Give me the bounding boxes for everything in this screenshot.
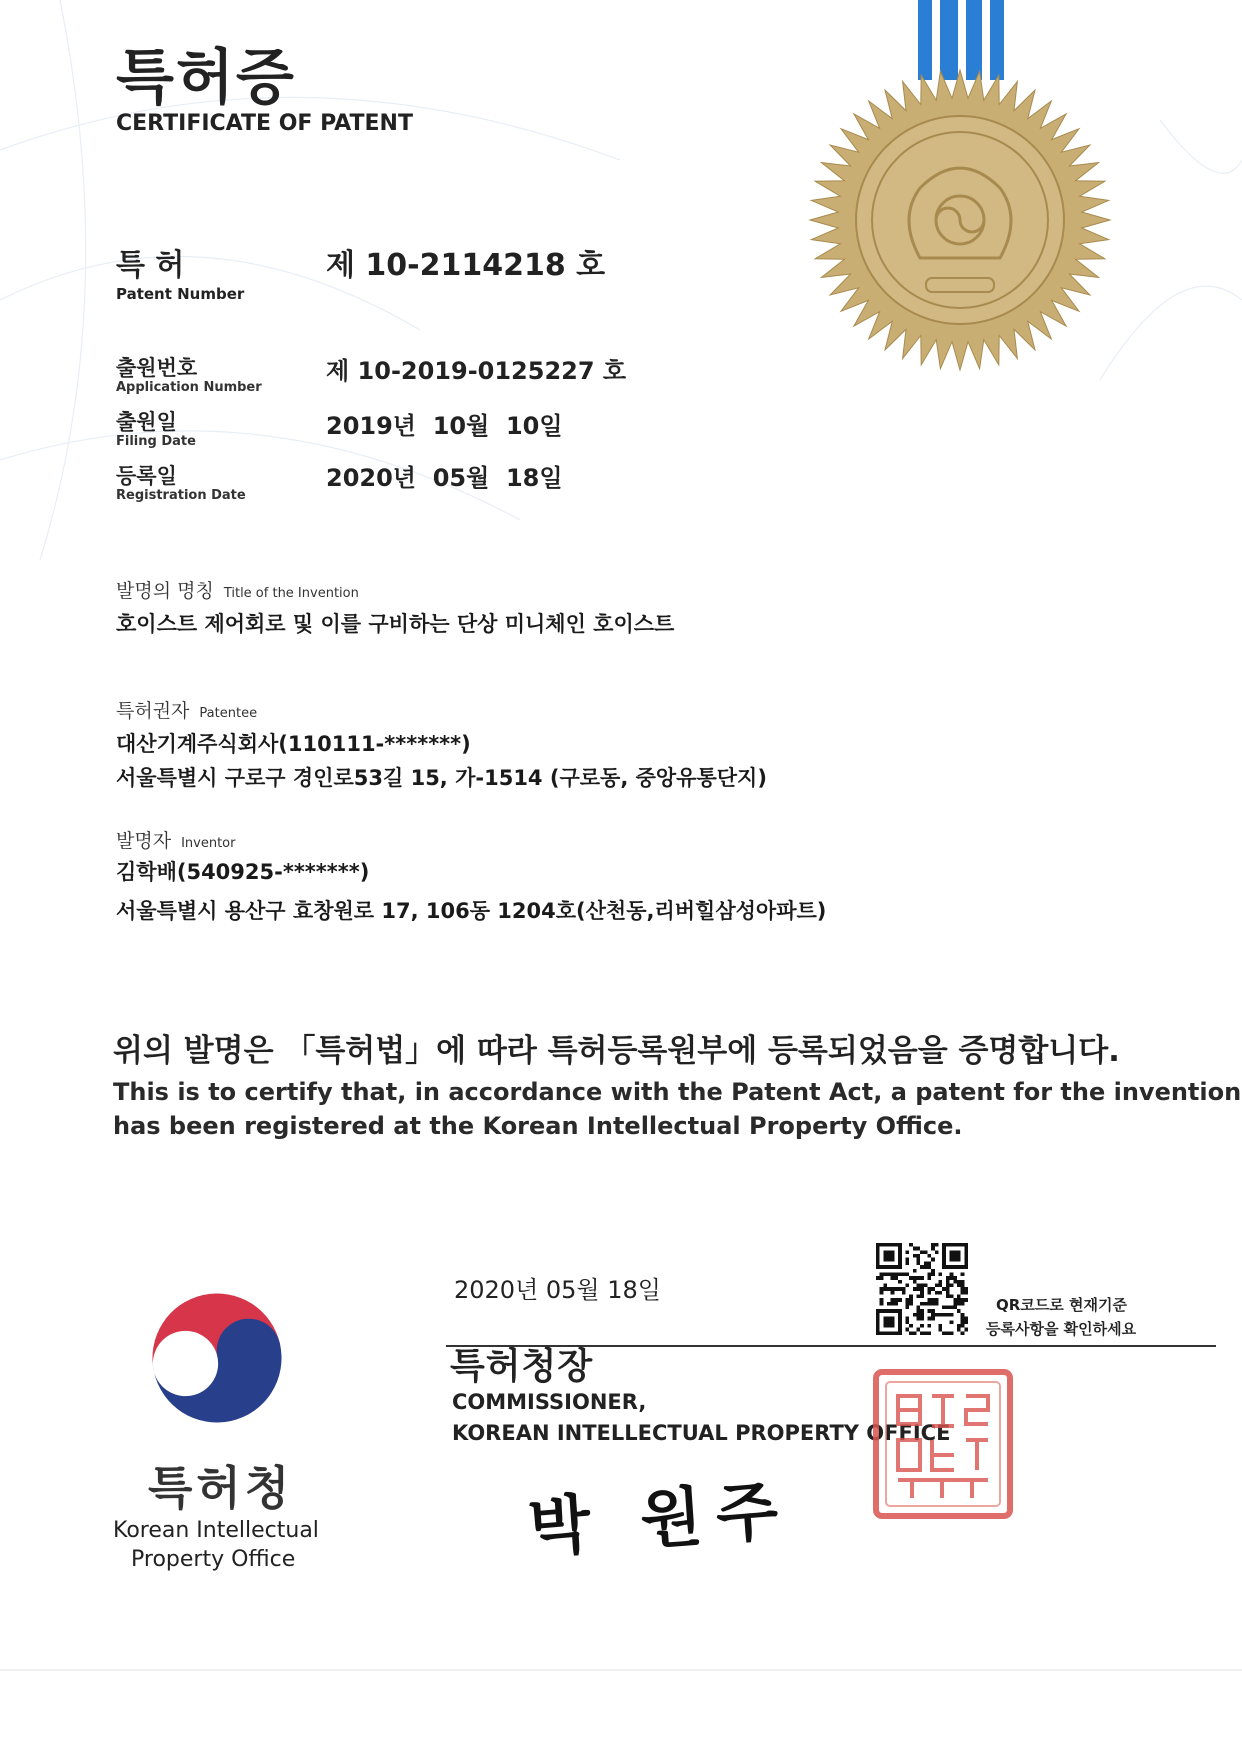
filing-date-label-en: Filing Date [116, 434, 196, 449]
agency-name-ko: 특허청 [148, 1461, 294, 1515]
registration-date-label: 등록일 [116, 464, 177, 488]
registration-date-value: 2020년 05월 18일 [326, 464, 563, 492]
issue-date: 2020년 05월 18일 [454, 1276, 661, 1304]
certification-statement-en-line2: has been registered at the Korean Intellectual Property Office. [113, 1112, 963, 1140]
application-number-label: 출원번호 [116, 356, 198, 380]
certification-statement-en-line1: This is to certify that, in accordance with the Patent Act, a patent for the invention [113, 1078, 1242, 1106]
certification-statement-ko: 위의 발명은 「특허법」에 따라 특허등록원부에 등록되었음을 증명합니다. [113, 1033, 1120, 1069]
filing-date-value: 2019년 10월 10일 [326, 412, 563, 440]
registration-date-label-en: Registration Date [116, 488, 246, 503]
qr-code-icon [876, 1243, 968, 1335]
filing-date-label: 출원일 [116, 410, 177, 434]
patent-number-label: 특 허 [116, 248, 185, 283]
commissioner-title-en-line2: KOREAN INTELLECTUAL PROPERTY OFFICE [452, 1421, 951, 1445]
inventor-name: 김학배(540925-*******) [116, 860, 370, 884]
gold-seal-icon [808, 68, 1112, 372]
application-number-label-en: Application Number [116, 380, 262, 395]
red-stamp-icon [872, 1368, 1014, 1520]
invention-label: 발명의 명칭 [116, 580, 214, 602]
patentee-label-row [116, 696, 257, 723]
invention-label-en: Title of the Invention [223, 586, 359, 601]
commissioner-signature: 박 원주 [526, 1472, 795, 1567]
certificate-title-en: CERTIFICATE OF PATENT [116, 111, 413, 136]
certificate-title: 특허증 [116, 43, 296, 113]
qr-note-line1: QR코드로 현재기준 [996, 1296, 1127, 1314]
application-number-value: 제 10-2019-0125227 호 [326, 357, 627, 385]
commissioner-title-ko: 특허청장 [450, 1346, 594, 1387]
patent-number-label-en: Patent Number [116, 285, 245, 303]
agency-name-en-line2: Property Office [131, 1547, 296, 1572]
inventor-address: 서울특별시 용산구 효창원로 17, 106동 1204호(산천동,리버힐삼성아파트) [116, 899, 827, 923]
invention-title: 호이스트 제어회로 및 이를 구비하는 단상 미니체인 호이스트 [116, 612, 675, 636]
qr-note-line2: 등록사항을 확인하세요 [986, 1320, 1137, 1338]
invention-label-row [116, 576, 359, 603]
commissioner-title-en-line1: COMMISSIONER, [452, 1390, 647, 1414]
agency-name-en-line1: Korean Intellectual [113, 1518, 319, 1543]
inventor-label-row [116, 826, 235, 853]
patentee-name: 대산기계주식회사(110111-*******) [116, 732, 471, 756]
patentee-label: 특허권자 [116, 700, 190, 722]
taegeuk-logo-icon [142, 1280, 292, 1430]
inventor-label-en: Inventor [181, 836, 236, 851]
inventor-label: 발명자 [116, 830, 172, 852]
patentee-address: 서울특별시 구로구 경인로53길 15, 가-1514 (구로동, 중앙유통단지) [116, 766, 767, 790]
patent-number-value: 제 10-2114218 호 [326, 248, 606, 283]
patentee-label-en: Patentee [199, 706, 258, 721]
